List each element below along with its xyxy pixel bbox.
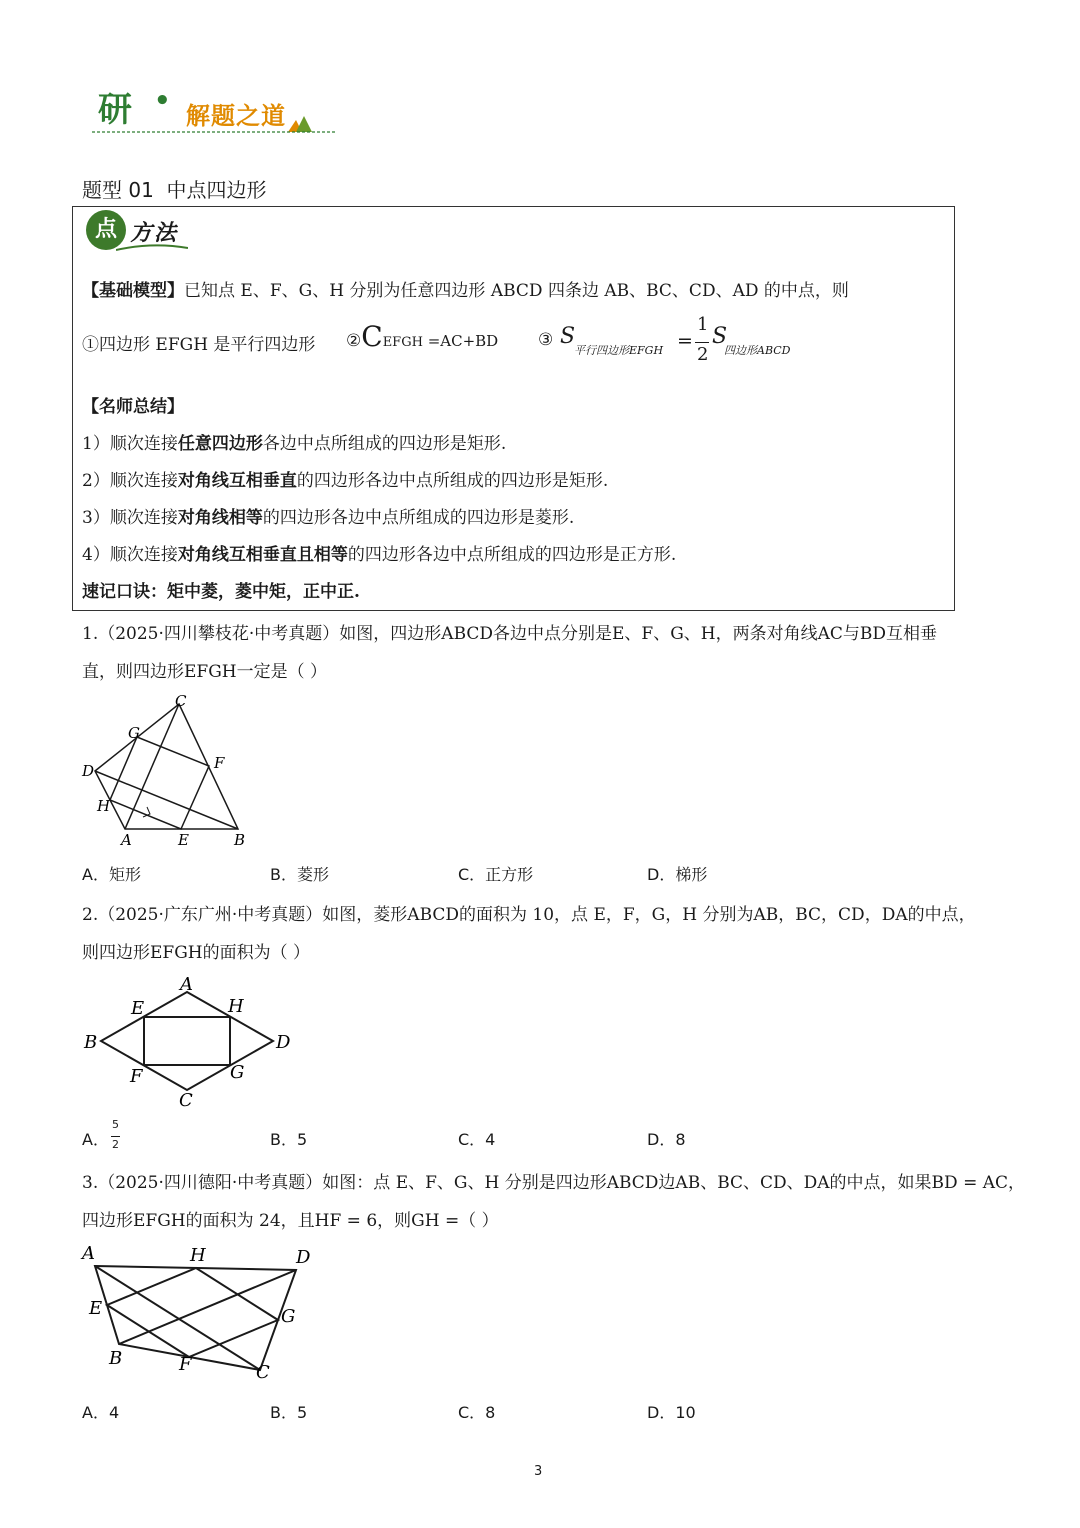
method-badge xyxy=(86,210,196,254)
conclusion-3-den: 2 xyxy=(697,344,709,365)
question-2-figure xyxy=(78,972,298,1112)
fig2-label-h: H xyxy=(228,996,244,1017)
conclusion-3 xyxy=(538,314,808,370)
basic-model xyxy=(82,276,849,301)
logo-char: 研 xyxy=(98,90,132,130)
summary-pre: 1）顺次连接 xyxy=(82,434,178,454)
summary-pre: 3）顺次连接 xyxy=(82,508,178,528)
basic-model-text: 已知点 E、F、G、H 分别为任意四边形 ABCD 四条边 AB、BC、CD、AD 的中点，则 xyxy=(184,281,849,301)
fig2-label-a: A xyxy=(180,974,193,995)
summary-pre: 4）顺次连接 xyxy=(82,545,178,565)
fig3-label-e: E xyxy=(89,1298,103,1319)
logo-dot: • xyxy=(154,86,171,116)
fig1-label-a: A xyxy=(121,831,132,849)
summary-post: 各边中点所组成的四边形是矩形. xyxy=(262,434,507,454)
section-title: 题型 01 中点四边形 xyxy=(82,178,267,202)
question-1-option-c[interactable]: C．正方形 xyxy=(458,865,534,884)
fig1-label-e: E xyxy=(178,831,189,849)
fig1-label-c: C xyxy=(175,692,187,710)
summary-pre: 2）顺次连接 xyxy=(82,471,178,491)
summary-bold: 对角线相等 xyxy=(177,508,263,528)
fig3-label-f: F xyxy=(179,1354,192,1375)
question-2-option-d[interactable]: D．8 xyxy=(647,1130,686,1149)
fig2-label-c: C xyxy=(179,1090,193,1111)
fig2-label-b: B xyxy=(84,1032,98,1053)
question-3-figure xyxy=(78,1240,328,1390)
summary-title: 【名师总结】 xyxy=(82,397,184,417)
question-3-option-d[interactable]: D．10 xyxy=(647,1403,696,1422)
conclusion-3-sub1: 平行四边形EFGH xyxy=(574,344,664,357)
summary-item xyxy=(82,466,608,491)
fig2-label-d: D xyxy=(276,1032,291,1053)
fig1-label-b: B xyxy=(234,831,246,849)
fig2-label-e: E xyxy=(131,998,145,1019)
question-2-option-b[interactable]: B．5 xyxy=(270,1130,308,1149)
conclusion-2 xyxy=(346,320,498,353)
conclusion-3-sub2: 四边形ABCD xyxy=(724,344,791,357)
page-number: 3 xyxy=(534,1464,543,1479)
fig3-label-h: H xyxy=(190,1245,206,1266)
question-2-line1: 2.（2025·广东广州·中考真题）如图，菱形ABCD的面积为 10，点 E，F，G，H 分别为AB，BC，CD，DA的中点， xyxy=(82,905,976,925)
question-1-figure xyxy=(78,690,258,850)
option-a-numerator: 5 xyxy=(112,1118,119,1131)
summary-bold: 对角线互相垂直且相等 xyxy=(177,545,348,565)
summary-post: 的四边形各边中点所组成的四边形是正方形. xyxy=(347,545,677,565)
summary-item xyxy=(82,503,574,528)
summary-item xyxy=(82,540,676,565)
conclusion-3-s1: S xyxy=(560,324,576,349)
summary-post: 的四边形各边中点所组成的四边形是矩形. xyxy=(296,471,609,491)
fig1-label-h: H xyxy=(97,797,111,815)
question-1-line1: 1.（2025·四川攀枝花·中考真题）如图，四边形ABCD各边中点分别是E、F、G、H，两条对角线AC与BD互相垂 xyxy=(82,624,938,644)
fig3-label-b: B xyxy=(109,1348,123,1369)
question-3-line1: 3.（2025·四川德阳·中考真题）如图：点 E、F、G、H 分别是四边形ABCD边AB、BC、CD、DA的中点，如果BD = AC， xyxy=(82,1173,1026,1193)
question-3-line2: 四边形EFGH的面积为 24，且HF = 6，则GH =（ ） xyxy=(82,1211,499,1231)
badge-circle: 点 xyxy=(86,210,126,250)
question-3-option-a[interactable]: A．4 xyxy=(82,1403,120,1422)
fig3-label-d: D xyxy=(296,1247,311,1268)
logo-underline xyxy=(92,130,337,134)
summary-bold: 任意四边形 xyxy=(177,434,263,454)
logo-title: 解题之道 xyxy=(186,102,286,130)
conclusion-3-s2: S xyxy=(712,324,728,349)
fig2-label-f: F xyxy=(130,1066,143,1087)
question-3-option-c[interactable]: C．8 xyxy=(458,1403,496,1422)
conclusion-3-eq: = xyxy=(677,330,693,352)
conclusion-2-sub: EFGH xyxy=(382,335,423,350)
summary-post: 的四边形各边中点所组成的四边形是菱形. xyxy=(262,508,575,528)
conclusion-2-prefix: ② xyxy=(346,331,362,351)
conclusion-1: ①四边形 EFGH 是平行四边形 xyxy=(82,335,316,355)
question-1-option-d[interactable]: D．梯形 xyxy=(647,865,708,884)
fig3-label-g: G xyxy=(281,1306,296,1327)
fig2-label-g: G xyxy=(230,1062,245,1083)
summary-bold: 对角线互相垂直 xyxy=(177,471,297,491)
header-logo xyxy=(92,82,337,138)
basic-model-label: 【基础模型】 xyxy=(82,281,184,301)
conclusion-2-rest: =AC+BD xyxy=(422,332,499,350)
conclusion-3-prefix: ③ xyxy=(538,330,554,350)
conclusion-2-c: C xyxy=(361,320,383,353)
option-a-fraction-bar xyxy=(111,1136,120,1137)
question-2-line2: 则四边形EFGH的面积为（ ） xyxy=(82,943,311,963)
fig3-label-c: C xyxy=(256,1362,270,1383)
option-a-denominator: 2 xyxy=(112,1138,119,1151)
question-2-option-c[interactable]: C．4 xyxy=(458,1130,496,1149)
summary-item xyxy=(82,429,506,454)
option-a-prefix: A． xyxy=(82,1130,109,1149)
mnemonic: 速记口诀：矩中菱，菱中矩，正中正. xyxy=(82,582,360,602)
question-1-option-b[interactable]: B．菱形 xyxy=(270,865,329,884)
fig1-label-g: G xyxy=(128,724,140,742)
badge-text: 方法 xyxy=(130,220,179,246)
conclusion-3-num: 1 xyxy=(697,314,709,335)
fig3-label-a: A xyxy=(82,1243,95,1264)
fig1-label-f: F xyxy=(214,754,225,772)
fig1-label-d: D xyxy=(82,762,95,780)
question-1-line2: 直，则四边形EFGH一定是（ ） xyxy=(82,662,328,682)
question-1-option-a[interactable]: A．矩形 xyxy=(82,865,141,884)
badge-swoosh xyxy=(116,244,188,254)
question-3-option-b[interactable]: B．5 xyxy=(270,1403,308,1422)
